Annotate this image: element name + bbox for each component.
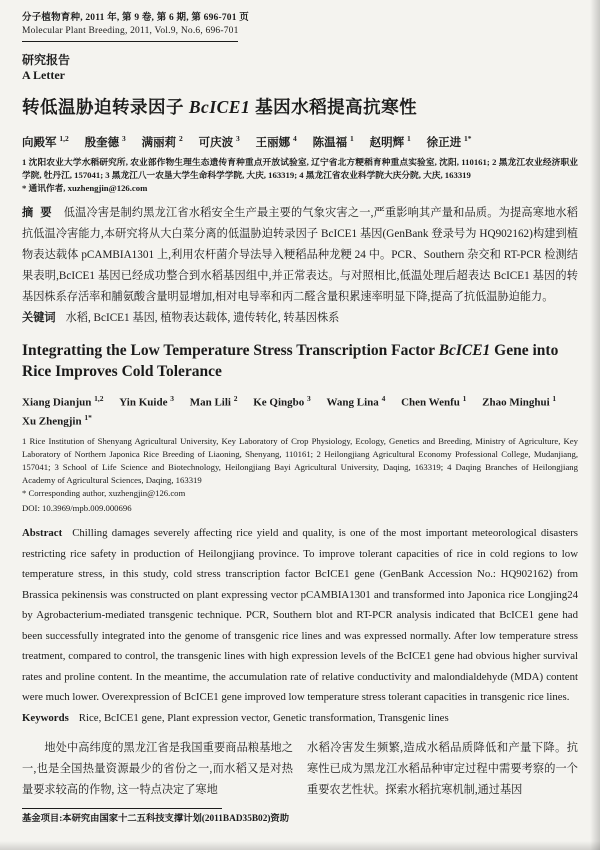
- keywords-en-text: Rice, BcICE1 gene, Plant expression vector, Genetic transformation, Transgenic lines: [78, 711, 449, 724]
- author-affiliation-sup: 3: [236, 134, 240, 143]
- keywords-en-label: Keywords: [22, 711, 69, 724]
- author-affiliation-sup: 3: [170, 393, 174, 403]
- author-en: [22, 410, 92, 430]
- author-affiliation-sup: 1: [407, 134, 411, 143]
- author-name: Ke Qingbo: [253, 396, 305, 409]
- author-zh: [142, 131, 183, 151]
- corresponding-author-en: * Corresponding author, xuzhengjin@126.com: [22, 488, 186, 499]
- abstract-zh: [22, 203, 578, 308]
- author-zh: [199, 131, 240, 151]
- author-affiliation-sup: 1: [552, 393, 557, 403]
- author-affiliation-sup: 1*: [464, 134, 472, 143]
- author-affiliation-sup: 3: [307, 393, 311, 403]
- section-label-en: A Letter: [22, 68, 65, 82]
- author-en: [190, 391, 238, 411]
- keywords-en: [22, 708, 578, 729]
- author-name: Chen Wenfu: [401, 396, 460, 409]
- author-affiliation-sup: 4: [293, 134, 297, 143]
- author-name: 王丽娜: [255, 136, 291, 149]
- title-zh-post: 基因水稻提高抗寒性: [250, 97, 418, 117]
- author-en: [401, 391, 466, 411]
- author-name: Xu Zhengjin: [22, 416, 82, 429]
- journal-header-zh: 分子植物育种, 2011 年, 第 9 卷, 第 6 期, 第 696-701 页: [22, 13, 249, 23]
- author-name: 可庆波: [198, 136, 234, 149]
- author-affiliation-sup: 1*: [84, 413, 92, 423]
- author-list-en: [22, 391, 578, 430]
- author-affiliation-sup: 1: [462, 393, 467, 403]
- author-zh: [427, 131, 472, 151]
- author-en: [119, 391, 174, 411]
- funding-footnote: [22, 808, 578, 826]
- keywords-zh-label: 关键词: [22, 311, 56, 324]
- section-labels: [22, 53, 578, 83]
- affiliations-en: 1 Rice Institution of Shenyang Agricultural University, Key Laboratory of Crop Physiology, Ecology, Genetics and Breeding, Ministry of Agriculture, Key Laboratory of Northern Japonica Rice Breeding of Liaoning, Shenyang, 110161; 2 Heilongjiang Agricultural Economy Professional College, Mudanjiang, 157041; 3 School of Life Science and Biotechnology, Heilongjiang Bayi Agricultural University, Daqing, 163319; 4 Daqing Branches of Heilongjiang Academy of Agricultural Sciences, Daqing, 163319: [22, 436, 578, 486]
- author-affiliation-sup: 1,2: [59, 134, 69, 143]
- author-affiliation-sup: 1,2: [94, 393, 104, 403]
- author-affiliation-sup: 3: [122, 134, 126, 143]
- author-zh: [370, 131, 411, 151]
- funding-footnote-text: 基金项目:本研究由国家十二五科技支撑计划(2011BAD35B02)资助: [22, 814, 290, 825]
- corresponding-author-zh: * 通讯作者, xuzhengjin@126.com: [22, 182, 148, 193]
- author-name: 向殿军: [22, 136, 57, 149]
- author-name: 殷奎德: [84, 136, 120, 149]
- author-zh: [22, 131, 69, 151]
- body-left-text: 地处中高纬度的黑龙江省是我国重要商品粮基地之一,也是全国热量资源最少的省份之一,而水稻又是对热量要求较高的作物, 这一特点决定了寒地: [22, 742, 293, 797]
- abstract-zh-text: 低温冷害是制约黑龙江省水稻安全生产最主要的气象灾害之一,严重影响其产量和品质。为提高寒地水稻抗低温冷害能力,本研究将从大白菜分离的低温胁迫转录因子 BcICE1 基因(GenBank 登录号为 HQ902162)构建到植物表达载体 pCAMBIA1301 上,利用农杆菌介导法导入粳稻品种龙粳 24 中。PCR、Southern 杂交和 RT-PCR 检测结果表明,BcICE1 基因已经成功整合到水稻基因组中,并正常表达。与对照相比,低温处理后超表达 BcICE1 基因的转基因株系存活率和脯氨酸含量明显增加,相对电导率和丙二醛含量积累速率明显下降,提高了抗低温胁迫能力。: [22, 206, 578, 303]
- journal-header-en: Molecular Plant Breeding, 2011, Vol.9, No.6, 696-701: [22, 26, 239, 36]
- author-name: Xiang Dianjun: [22, 396, 92, 409]
- abstract-zh-label: 摘 要: [22, 206, 54, 219]
- title-en-gene: BcICE1: [438, 341, 491, 359]
- author-zh: [313, 131, 354, 151]
- title-zh-pre: 转低温胁迫转录因子: [22, 97, 189, 117]
- abstract-en-text: Chilling damages severely affecting rice yield and quality, is one of the most important meteorological disasters restricting rice safety in production of Heilongjiang province. To improve tolerant capacities of rice in cold regions to low temperature stress, in this study, cold stress transcription factor BcICE1 gene (GenBank Accession No.: HQ902162) from Brassica pekinensis was constructed on plant expressing vector pCAMBIA1301 and transformed into Japonica rice Longjing24 by Agrobacterium-mediated transgenic technique. PCR, Southern blot and RT-PCR analysis indicated that BcICE1 gene had been successfully integrated into the genome of transgenic rice lines and was expressed normally. After low temperature stress treatment, compared to control, the transgenic lines with high expression levels of the BcICE1 gene had obvious higher survival rates and proline content. In the meantime, the accumulation rate of relative conductivity and malondialdehyde (MDA) content were much lower. Overexpression of BcICE1 gene improved low temperature stress tolerant capacities in transgenic rice lines.: [22, 527, 578, 704]
- body-column-left: [22, 738, 293, 801]
- body-columns: [22, 738, 578, 801]
- author-name: Wang Lina: [326, 396, 379, 409]
- body-right-text: 水稻冷害发生频繁,造成水稻品质降低和产量下降。抗寒性已成为黑龙江水稻品种审定过程中需要考察的一个重要农艺性状。探索水稻抗寒机制,通过基因: [307, 742, 578, 797]
- author-name: 徐正进: [426, 136, 462, 149]
- title-en-pre: Integratting the Low Temperature Stress Transcription Factor: [22, 341, 439, 359]
- abstract-en-label: Abstract: [22, 527, 63, 540]
- keywords-zh: [22, 308, 578, 329]
- author-en: [253, 391, 311, 411]
- title-zh-gene: BcICE1: [188, 97, 251, 117]
- header-rule: [22, 41, 238, 42]
- author-zh: [256, 131, 297, 151]
- body-column-right: [307, 738, 578, 801]
- paper-title-en: [22, 340, 578, 382]
- doi-line: DOI: 10.3969/mpb.009.000696: [22, 503, 132, 514]
- author-affiliation-sup: 2: [233, 393, 238, 403]
- affiliations-zh: 1 沈阳农业大学水稻研究所, 农业部作物生理生态遗传育种重点开放试验室, 辽宁省北方粳稻育种重点实验室, 沈阳, 110161; 2 黑龙江农业经济职业学院, 牡丹江, 157041; 3 黑龙江八一农垦大学生命科学学院, 大庆, 163319; 4 黑龙江省农业科学院大庆分院, 大庆, 163319: [22, 156, 578, 180]
- paper-title-zh: [22, 96, 578, 119]
- author-affiliation-sup: 1: [350, 134, 354, 143]
- author-affiliation-sup: 2: [179, 134, 183, 143]
- abstract-en: [22, 523, 578, 708]
- author-name: 满丽莉: [141, 136, 177, 149]
- author-zh: [85, 131, 126, 151]
- title-en-post: Gene into Rice Improves Cold Tolerance: [22, 341, 559, 380]
- author-affiliation-sup: 4: [381, 393, 386, 403]
- section-label-zh: 研究报告: [22, 53, 71, 67]
- author-name: 陈温福: [312, 136, 348, 149]
- author-name: Man Lili: [189, 396, 231, 409]
- footnote-rule: [22, 808, 222, 809]
- scan-edge-shadow-right: [590, 0, 600, 850]
- author-name: Yin Kuide: [119, 396, 168, 409]
- keywords-zh-text: 水稻, BcICE1 基因, 植物表达载体, 遗传转化, 转基因株系: [65, 311, 340, 324]
- scan-edge-shadow-bottom: [0, 841, 600, 850]
- author-en: [22, 391, 104, 411]
- author-name: Zhao Minghui: [482, 396, 550, 409]
- author-name: 赵明辉: [369, 136, 405, 149]
- author-list-zh: [22, 131, 578, 151]
- author-en: [327, 391, 386, 411]
- author-en: [482, 391, 556, 411]
